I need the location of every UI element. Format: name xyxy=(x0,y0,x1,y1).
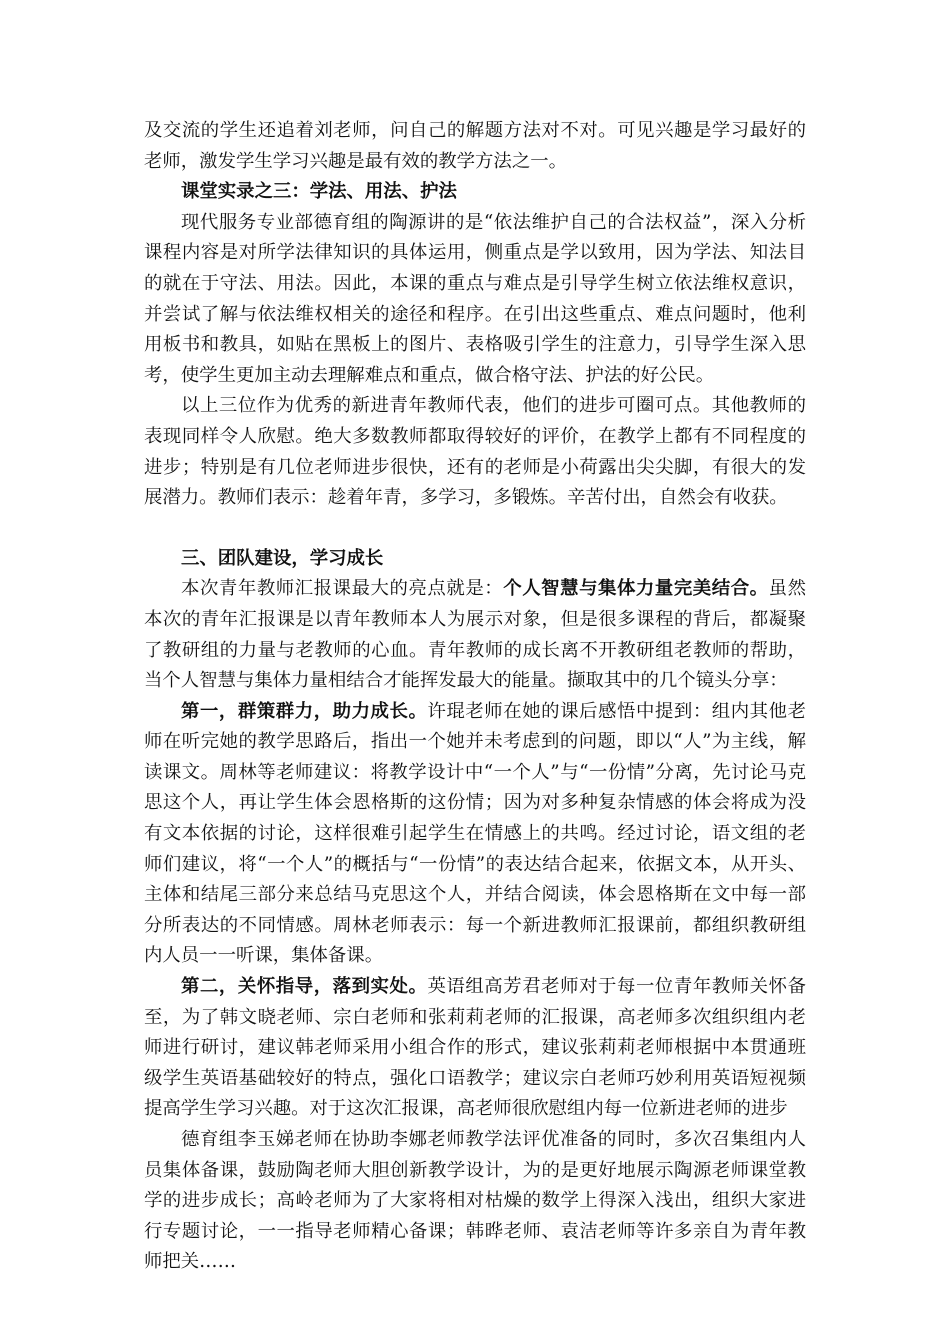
paragraph-summary: 以上三位作为优秀的新进青年教师代表，他们的进步可圈可点。其他教师的表现同样令人欣慰。绝大多数教师都取得较好的评价，在教学上都有不同程度的进步；特别是有几位老师进步很快，还有的老师是小荷露出尖尖脚，有很大的发展潜力。教师们表示：趁着年青，多学习，多锻炼。辛苦付出，自然会有收获。 xyxy=(144,395,806,509)
paragraph-gap xyxy=(144,514,806,544)
document-page xyxy=(144,116,806,1278)
section-heading-lesson-three: 课堂实录之三：学法、用法、护法 xyxy=(181,181,457,203)
first-point-body: 许琨老师在她的课后感悟中提到：组内其他老师在听完她的教学思路后，指出一个她并未考虑到的问题，即以“人”为主线，解读课文。周林等老师建议：将教学设计中“一个人”与“一份情”分离，先讨论马克思这个人，再让学生体会恩格斯的这份情；因为对多种复杂情感的体会将成为没有文本依据的讨论，这样很难引起学生在情感上的共鸣。经过讨论，语文组的老师们建议，将“一个人”的概括与“一份情”的表达结合起来，依据文本，从开头、主体和结尾三部分来总结马克思这个人，并结合阅读，体会恩格斯在文中每一部分所表达的不同情感。周林老师表示：每一个新进教师汇报课前，都组织教研组内人员一一听课，集体备课。 xyxy=(144,700,806,967)
paragraph-interest: 及交流的学生还追着刘老师，问自己的解题方法对不对。可见兴趣是学习最好的老师，激发学生学习兴趣是最有效的教学方法之一。 xyxy=(144,120,806,172)
paragraph-second-point xyxy=(144,972,806,1125)
second-point-body: 英语组高芳君老师对于每一位青年教师关怀备至，为了韩文晓老师、宗白老师和张莉莉老师的汇报课，高老师多次组织组内老师进行研讨，建议韩老师采用小组合作的形式，建议张莉莉老师根据中本贯通班级学生英语基础较好的特点，强化口语教学；建议宗白老师巧妙利用英语短视频提高学生学习兴趣。对于这次汇报课，高老师很欣慰组内每一位新进老师的进步 xyxy=(144,976,806,1120)
paragraph-highlight xyxy=(144,574,806,696)
highlight-intro: 本次青年教师汇报课最大的亮点就是： xyxy=(181,578,504,600)
first-point-title: 第一，群策群力，助力成长。 xyxy=(181,700,428,722)
paragraph-law-lesson: 现代服务专业部德育组的陶源讲的是“依法维护自己的合法权益”，深入分析课程内容是对所学法律知识的具体运用，侧重点是学以致用，因为学法、知法目的就在于守法、用法。因此，本课的重点与难点是引导学生树立依法维权意识，并尝试了解与依法维权相关的途径和程序。在引出这些重点、难点问题时，他利用板书和教具，如贴在黑板上的图片、表格吸引学生的注意力，引导学生深入思考，使学生更加主动去理解难点和重点，做合格守法、护法的好公民。 xyxy=(144,211,806,386)
second-point-title: 第二，关怀指导，落到实处。 xyxy=(181,976,428,998)
section-heading-team-building: 三、团队建设，学习成长 xyxy=(181,547,384,569)
highlight-rest: 虽然本次的青年汇报课是以青年教师本人为展示对象，但是很多课程的背后，都凝聚了教研组的力量与老教师的心血。青年教师的成长离不开教研组老教师的帮助，当个人智慧与集体力量相结合才能挥发最大的能量。撷取其中的几个镜头分享： xyxy=(144,578,806,692)
highlight-bold: 个人智慧与集体力量完美结合。 xyxy=(503,578,769,600)
paragraph-moral-group: 德育组李玉娣老师在协助李娜老师教学法评优准备的同时，多次召集组内人员集体备课，鼓励陶老师大胆创新教学设计，为的是更好地展示陶源老师课堂教学的进步成长；高岭老师为了大家将相对枯燥的数学上得深入浅出，组织大家进行专题讨论，一一指导老师精心备课；韩晔老师、袁洁老师等许多亲自为青年教师把关…… xyxy=(144,1129,806,1273)
paragraph-first-point xyxy=(144,697,806,972)
